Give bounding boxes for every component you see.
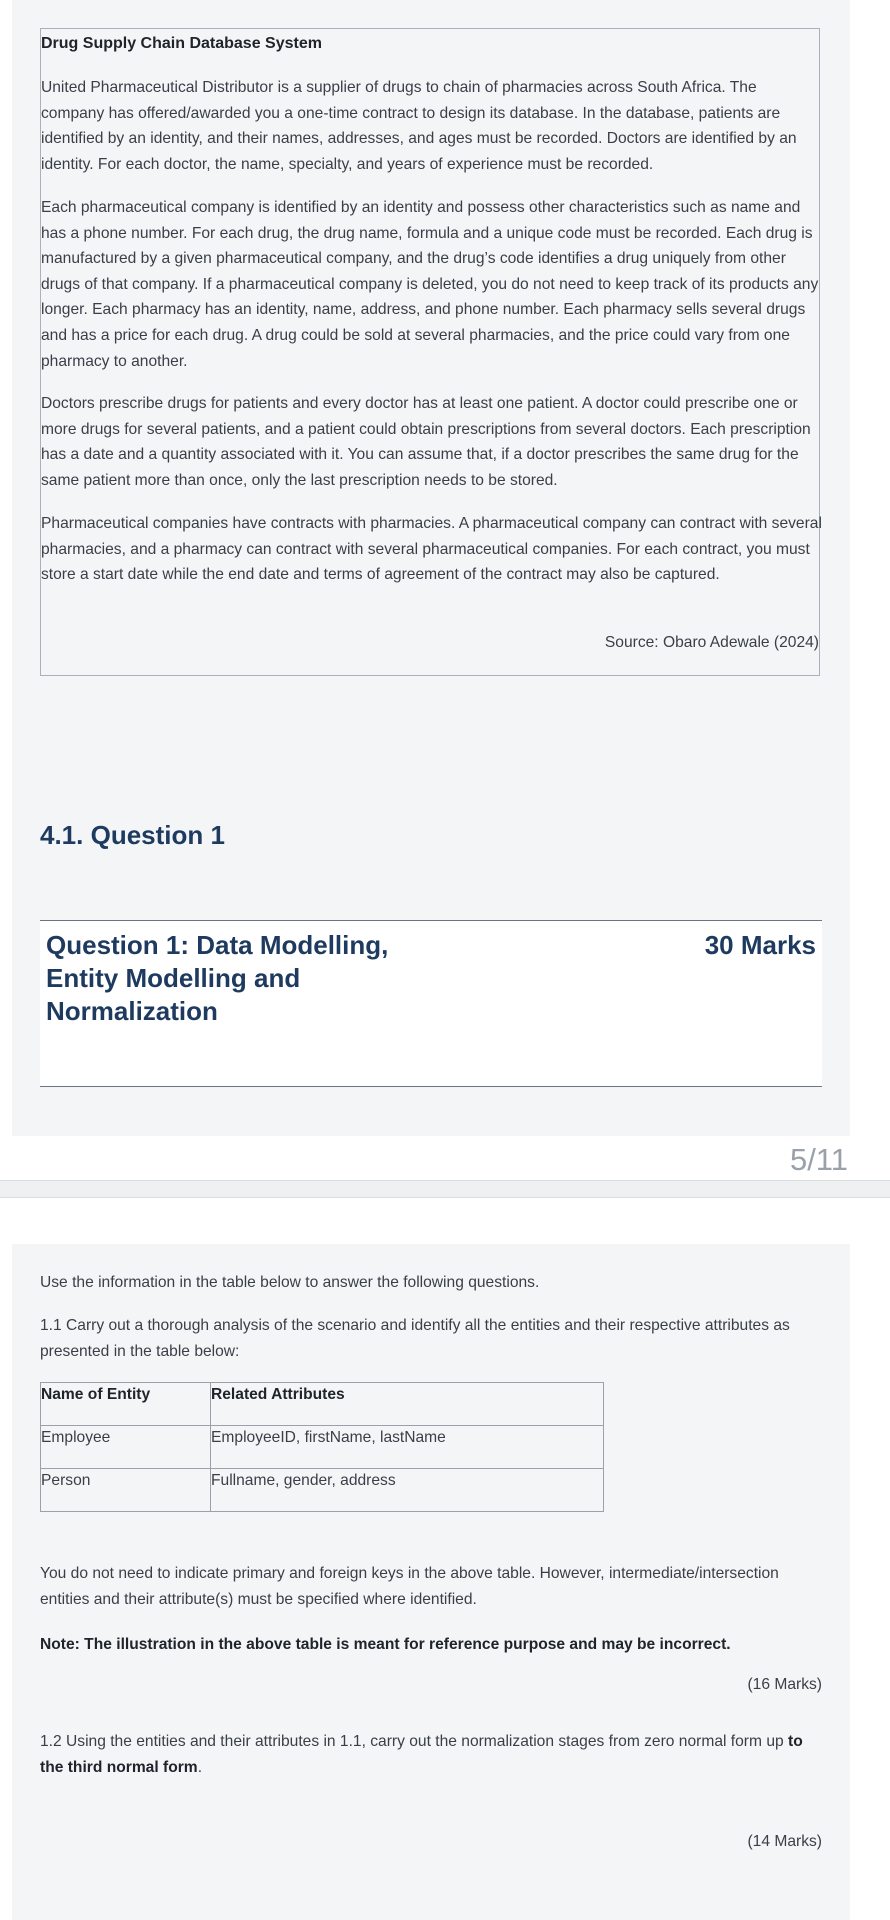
question-header <box>40 920 822 1087</box>
question-1-2-part1: 1.2 Using the entities and their attributes in 1.1, carry out the normalization stages from zero normal form up <box>40 1733 784 1750</box>
scenario-title: Drug Supply Chain Database System <box>41 35 322 52</box>
question-1-2-text <box>40 1729 824 1780</box>
table-row <box>41 1426 604 1469</box>
entity-attribute-table <box>40 1382 604 1512</box>
table-cell-attributes: EmployeeID, firstName, lastName <box>211 1426 604 1469</box>
question-1-1-marks: (16 Marks) <box>747 1676 822 1693</box>
table-header-entity: Name of Entity <box>41 1383 211 1426</box>
question-1-1-text: 1.1 Carry out a thorough analysis of the scenario and identify all the entities and their respective attributes as presented in the table below: <box>40 1317 790 1360</box>
scenario-paragraph-2: Each pharmaceutical company is identified by an identity and possess other characteristics such as name and has a phone number. For each drug, the drug name, formula and a unique code must be recorded. Each drug is manufactured by a given pharmaceutical company, and the drug’s code identifies a drug uniquely from other drugs of that company. If a pharmaceutical company is deleted, you do not need to keep track of its products any longer. Each pharmacy has an identity, name, address, and phone number. Each pharmacy sells several drugs and has a price for each drug. A drug could be sold at several pharmacies, and the price could vary from one pharmacy to another. <box>41 199 819 370</box>
section-heading: 4.1. Question 1 <box>40 820 225 850</box>
scenario-paragraph-3: Doctors prescribe drugs for patients and every doctor has at least one patient. A doctor could prescribe one or more drugs for several patients, and a patient could obtain prescriptions from several doctors. Each prescription has a date and a quantity associated with it. You can assume that, if a doctor prescribes the same drug for the same patient more than once, only the last prescription needs to be stored. <box>41 395 811 489</box>
table-cell-entity: Person <box>41 1469 211 1512</box>
scenario-paragraph-4: Pharmaceutical companies have contracts with pharmacies. A pharmaceutical company can contract with several pharmacies, and a pharmacy can contract with several pharmaceutical companies. For each contract, you must store a start date while the end date and terms of agreement of the contract may also be captured. <box>41 515 822 584</box>
scenario-paragraph-1: United Pharmaceutical Distributor is a supplier of drugs to chain of pharmacies across South Africa. The company has offered/awarded you a one-time contract to design its database. In the database, patients are identified by an identity, and their names, addresses, and ages must be recorded. Doctors are identified by an identity. For each doctor, the name, specialty, and years of experience must be recorded. <box>41 79 797 173</box>
keys-note: You do not need to indicate primary and foreign keys in the above table. However, intermediate/intersection entities and their attribute(s) must be specified where identified. <box>40 1565 779 1608</box>
table-row <box>41 1469 604 1512</box>
question-1-2-part2: to the third normal form <box>40 1733 803 1776</box>
scenario-box <box>40 28 820 676</box>
table-header-row <box>41 1383 604 1426</box>
reference-note: Note: The illustration in the above table is meant for reference purpose and may be incorrect. <box>40 1636 731 1653</box>
question-1-2-end: . <box>197 1758 203 1776</box>
question-1-2-marks: (14 Marks) <box>747 1833 822 1850</box>
page-break-divider <box>0 1180 890 1198</box>
instructions-intro: Use the information in the table below to answer the following questions. <box>40 1274 540 1291</box>
table-cell-entity: Employee <box>41 1426 211 1469</box>
question-title: Question 1: Data Modelling, Entity Modelling and Normalization <box>46 930 389 1026</box>
table-cell-attributes: Fullname, gender, address <box>211 1469 604 1512</box>
question-marks: 30 Marks <box>704 930 816 960</box>
table-header-attributes: Related Attributes <box>211 1383 604 1426</box>
page-number: 5/11 <box>789 1142 848 1177</box>
scenario-source: Source: Obaro Adewale (2024) <box>604 634 819 651</box>
